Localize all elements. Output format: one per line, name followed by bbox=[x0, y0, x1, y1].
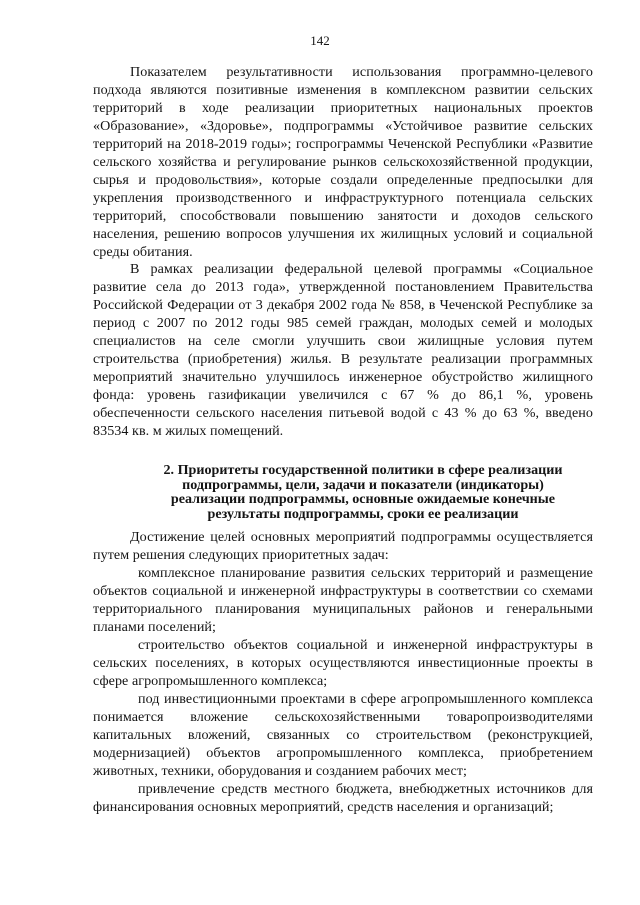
paragraph-task-funding: привлечение средств местного бюджета, внебюджетных источников для финансирования основных мероприятий, средств населения и организаций; bbox=[93, 780, 593, 815]
section-heading-line: результаты подпрограммы, сроки ее реализации bbox=[207, 505, 519, 522]
page-number: 142 bbox=[310, 33, 330, 48]
document-body bbox=[93, 64, 593, 817]
paragraph-task-construction: строительство объектов социальной и инженерной инфраструктуры в сельских поселениях, в которых осуществляются инвестиционные проекты в сфере агропромышленного комплекса; bbox=[93, 637, 593, 690]
section-heading-line: подпрограммы, цели, задачи и показатели (индикаторы) bbox=[182, 476, 544, 493]
section-heading bbox=[93, 463, 593, 521]
paragraph-investment-definition: под инвестиционными проектами в сфере агропромышленного комплекса понимается вложение сельскохозяйственными товаропроизводителями капитальных вложений, связанных со строительством (реконструкцией, модернизацией) объектов агропромышленного комплекса, приобретением животных, техники, оборудования и созданием рабочих мест; bbox=[93, 690, 593, 779]
paragraph-performance-indicator: Показателем результативности использования программно-целевого подхода являются позитивные изменения в комплексном развитии сельских территорий в ходе реализации приоритетных национальных проектов «Образование», «Здоровье», подпрограммы «Устойчивое развитие сельских территорий на 2018-2019 годы»; госпрограммы Чеченской Республики «Развитие сельского хозяйства и регулирование рынков сельскохозяйственной продукции, сырья и продовольствия», которые создали определенные предпосылки для укрепления производственного и инфраструктурного потенциала сельских территорий, способствовали повышению занятости и доходов сельского населения, решению вопросов улучшения их жилищных условий и социальной среды обитания. bbox=[93, 64, 593, 260]
section-heading-line: реализации подпрограммы, основные ожидаемые конечные bbox=[170, 491, 556, 508]
paragraph-task-planning: комплексное планирование развития сельских территорий и размещение объектов социальной и инженерной инфраструктуры в соответствии со схемами территориального планирования муниципальных районов и генеральными планами поселений; bbox=[93, 565, 593, 636]
section-heading-line: 2. Приоритеты государственной политики в сфере реализации bbox=[163, 462, 563, 479]
paragraph-tasks-intro: Достижение целей основных мероприятий подпрограммы осуществляется путем решения следующих приоритетных задач: bbox=[93, 529, 593, 564]
paragraph-federal-program: В рамках реализации федеральной целевой программы «Социальное развитие села до 2013 года», утвержденной постановлением Правительства Российской Федерации от 3 декабря 2002 года № 858, в Чеченской Республике за период с 2007 по 2012 годы 985 семей граждан, молодых семей и молодых специалистов на селе смогли улучшить свои жилищные условия путем строительства (приобретения) жилья. В результате реализации программных мероприятий значительно улучшилось инженерное обустройство жилищного фонда: уровень газификации увеличился с 67 % до 86,1 %, уровень обеспеченности сельского населения питьевой водой с 43 % до 63 %, введено 83534 кв. м жилых помещений. bbox=[93, 261, 593, 440]
